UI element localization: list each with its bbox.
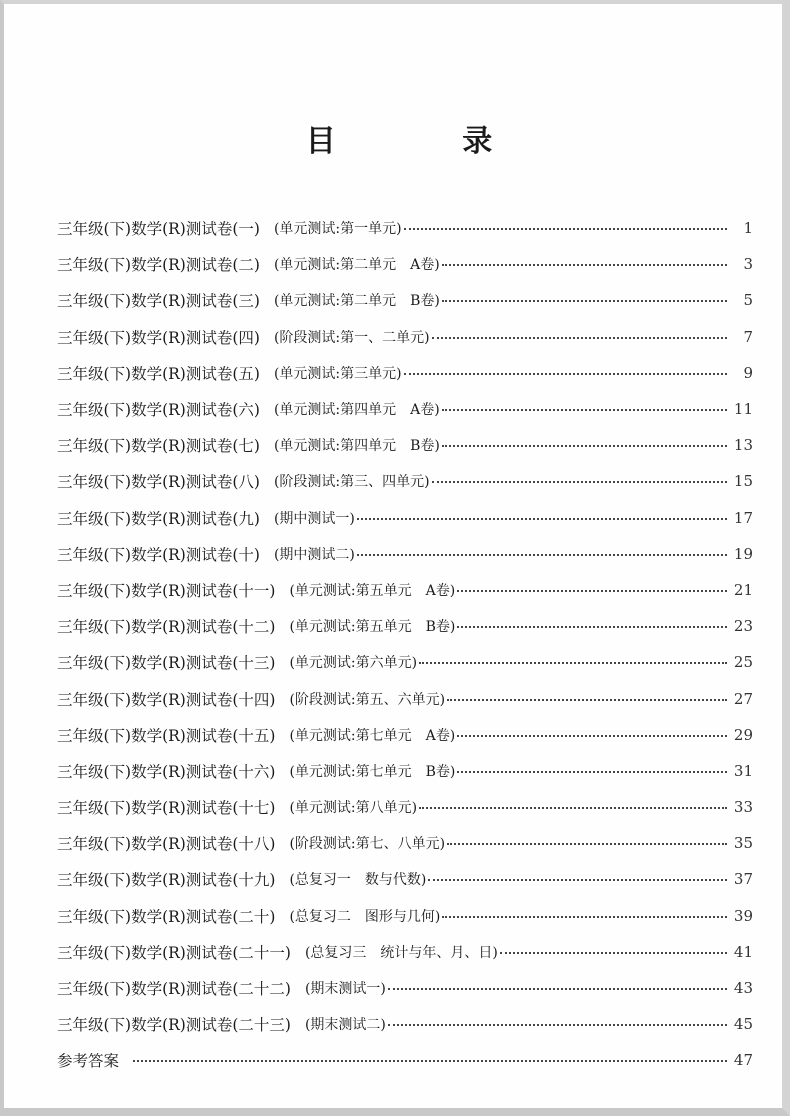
toc-entry-note: (单元测试:第四单元 B卷) <box>273 438 440 455</box>
toc-entry[interactable] <box>57 427 753 463</box>
toc-entry[interactable] <box>57 753 753 789</box>
toc-entry[interactable] <box>57 789 753 825</box>
dot-leader <box>447 699 727 701</box>
toc-entry-note: (单元测试:第六单元) <box>289 655 418 672</box>
dot-leader <box>357 554 727 556</box>
dot-leader <box>500 952 727 954</box>
toc-entry[interactable] <box>57 391 753 427</box>
toc-entry-title: 三年级(下)数学(R)测试卷(二十) <box>57 907 276 926</box>
dot-leader <box>447 843 727 845</box>
toc-entry-title: 三年级(下)数学(R)测试卷(十七) <box>57 799 276 818</box>
dot-leader <box>457 590 727 592</box>
dot-leader <box>442 445 727 447</box>
toc-entry-note: (单元测试:第五单元 A卷) <box>289 582 456 599</box>
toc-entry-page-number: 31 <box>733 761 753 780</box>
toc-entry-title: 三年级(下)数学(R)测试卷(二十二) <box>57 980 291 999</box>
toc-entry-title: 三年级(下)数学(R)测试卷(十六) <box>57 762 276 781</box>
toc-entry-page-number: 11 <box>733 400 753 419</box>
page-title: 目 录 <box>305 124 551 159</box>
toc-entry[interactable] <box>57 680 753 716</box>
toc-entry-page-number: 13 <box>733 436 753 455</box>
toc-entry[interactable] <box>57 355 753 391</box>
toc-entry[interactable] <box>57 210 753 246</box>
toc-entry[interactable] <box>57 717 753 753</box>
toc-entry-note: (总复习一 数与代数) <box>289 872 427 889</box>
toc-entry-title: 三年级(下)数学(R)测试卷(十三) <box>57 654 276 673</box>
toc-entry-note: (单元测试:第二单元 B卷) <box>273 293 440 310</box>
toc-entry-note: (单元测试:第一单元) <box>273 221 402 238</box>
toc-entry[interactable] <box>57 861 753 897</box>
toc-entry-page-number: 47 <box>733 1051 753 1070</box>
toc-entry-title: 三年级(下)数学(R)测试卷(十五) <box>57 726 276 745</box>
toc-entry-title: 三年级(下)数学(R)测试卷(四) <box>57 328 260 347</box>
toc-entry[interactable] <box>57 934 753 970</box>
toc-entry-page-number: 45 <box>733 1015 753 1034</box>
toc-entry-page-number: 41 <box>733 942 753 961</box>
dot-leader <box>419 807 727 809</box>
toc-entry-page-number: 23 <box>733 617 753 636</box>
dot-leader <box>428 879 727 881</box>
toc-entry[interactable] <box>57 825 753 861</box>
toc-entry-title: 三年级(下)数学(R)测试卷(五) <box>57 364 260 383</box>
dot-leader <box>432 481 727 483</box>
dot-leader <box>442 300 727 302</box>
table-of-contents <box>57 210 753 1079</box>
dot-leader <box>432 337 727 339</box>
toc-entry-page-number: 7 <box>743 327 753 346</box>
toc-entry-title: 三年级(下)数学(R)测试卷(一) <box>57 220 260 239</box>
dot-leader <box>457 626 727 628</box>
toc-entry[interactable] <box>57 463 753 499</box>
toc-entry-note: (单元测试:第四单元 A卷) <box>273 402 440 419</box>
toc-entry[interactable] <box>57 282 753 318</box>
dot-leader <box>442 264 727 266</box>
dot-leader <box>388 988 727 990</box>
toc-entry-page-number: 43 <box>733 979 753 998</box>
toc-entry[interactable] <box>57 608 753 644</box>
toc-entry-note: (单元测试:第三单元) <box>273 365 402 382</box>
toc-entry-title: 三年级(下)数学(R)测试卷(十) <box>57 545 260 564</box>
dot-leader <box>404 228 727 230</box>
toc-entry-title: 三年级(下)数学(R)测试卷(六) <box>57 401 260 420</box>
toc-entry-note: (阶段测试:第三、四单元) <box>273 474 430 491</box>
toc-entry-page-number: 27 <box>733 689 753 708</box>
toc-entry[interactable] <box>57 970 753 1006</box>
toc-entry-note: (总复习二 图形与几何) <box>289 908 441 925</box>
toc-entry-page-number: 19 <box>733 544 753 563</box>
toc-entry[interactable] <box>57 319 753 355</box>
toc-entry-note: (期末测试二) <box>304 1017 386 1034</box>
toc-entry-page-number: 3 <box>743 255 753 274</box>
toc-entry-title: 三年级(下)数学(R)测试卷(八) <box>57 473 260 492</box>
toc-entry-note: (单元测试:第七单元 A卷) <box>289 727 456 744</box>
toc-entry-title: 三年级(下)数学(R)测试卷(十八) <box>57 835 276 854</box>
toc-entry-note: (单元测试:第五单元 B卷) <box>289 619 456 636</box>
toc-entry-page-number: 33 <box>733 798 753 817</box>
toc-entry-page-number: 37 <box>733 870 753 889</box>
toc-entry-note: (阶段测试:第七、八单元) <box>289 836 446 853</box>
toc-entry-page-number: 39 <box>733 906 753 925</box>
toc-entry-page-number: 29 <box>733 725 753 744</box>
dot-leader <box>419 662 727 664</box>
toc-entry-title: 三年级(下)数学(R)测试卷(七) <box>57 437 260 456</box>
dot-leader <box>442 409 727 411</box>
toc-entry-page-number: 25 <box>733 653 753 672</box>
toc-entry-page-number: 15 <box>733 472 753 491</box>
toc-entry[interactable] <box>57 1006 753 1042</box>
toc-entry-title: 三年级(下)数学(R)测试卷(二) <box>57 256 260 275</box>
toc-entry[interactable] <box>57 572 753 608</box>
dot-leader <box>442 916 727 918</box>
dot-leader <box>457 771 727 773</box>
toc-entry[interactable] <box>57 1042 753 1078</box>
toc-entry-page-number: 21 <box>733 580 753 599</box>
toc-entry-title: 三年级(下)数学(R)测试卷(十四) <box>57 690 276 709</box>
toc-entry-page-number: 5 <box>743 291 753 310</box>
toc-entry-note: (阶段测试:第五、六单元) <box>289 691 446 708</box>
toc-entry-page-number: 9 <box>743 363 753 382</box>
toc-entry[interactable] <box>57 898 753 934</box>
toc-entry[interactable] <box>57 536 753 572</box>
toc-entry-note: (单元测试:第八单元) <box>289 800 418 817</box>
dot-leader <box>133 1060 727 1062</box>
toc-entry-page-number: 17 <box>733 508 753 527</box>
toc-entry-page-number: 35 <box>733 834 753 853</box>
toc-entry-note: (单元测试:第二单元 A卷) <box>273 257 440 274</box>
toc-entry-title: 三年级(下)数学(R)测试卷(十二) <box>57 618 276 637</box>
toc-entry-title: 三年级(下)数学(R)测试卷(十九) <box>57 871 276 890</box>
toc-entry-title: 三年级(下)数学(R)测试卷(二十一) <box>57 943 291 962</box>
dot-leader <box>357 518 727 520</box>
toc-entry-note: (总复习三 统计与年、月、日) <box>304 944 498 961</box>
dot-leader <box>457 735 727 737</box>
toc-entry-note: (期中测试一) <box>273 510 355 527</box>
toc-entry-page-number: 1 <box>743 219 753 238</box>
toc-entry-note: (阶段测试:第一、二单元) <box>273 329 430 346</box>
toc-entry[interactable] <box>57 500 753 536</box>
toc-entry-title: 三年级(下)数学(R)测试卷(十一) <box>57 581 276 600</box>
toc-entry-title: 三年级(下)数学(R)测试卷(三) <box>57 292 260 311</box>
toc-entry-title: 三年级(下)数学(R)测试卷(二十三) <box>57 1016 291 1035</box>
toc-entry[interactable] <box>57 246 753 282</box>
toc-entry-title: 参考答案 <box>57 1052 120 1071</box>
toc-entry-note: (单元测试:第七单元 B卷) <box>289 763 456 780</box>
toc-entry-note: (期末测试一) <box>304 981 386 998</box>
toc-entry-title: 三年级(下)数学(R)测试卷(九) <box>57 509 260 528</box>
dot-leader <box>404 373 727 375</box>
toc-entry-note: (期中测试二) <box>273 546 355 563</box>
dot-leader <box>388 1024 727 1026</box>
toc-entry[interactable] <box>57 644 753 680</box>
